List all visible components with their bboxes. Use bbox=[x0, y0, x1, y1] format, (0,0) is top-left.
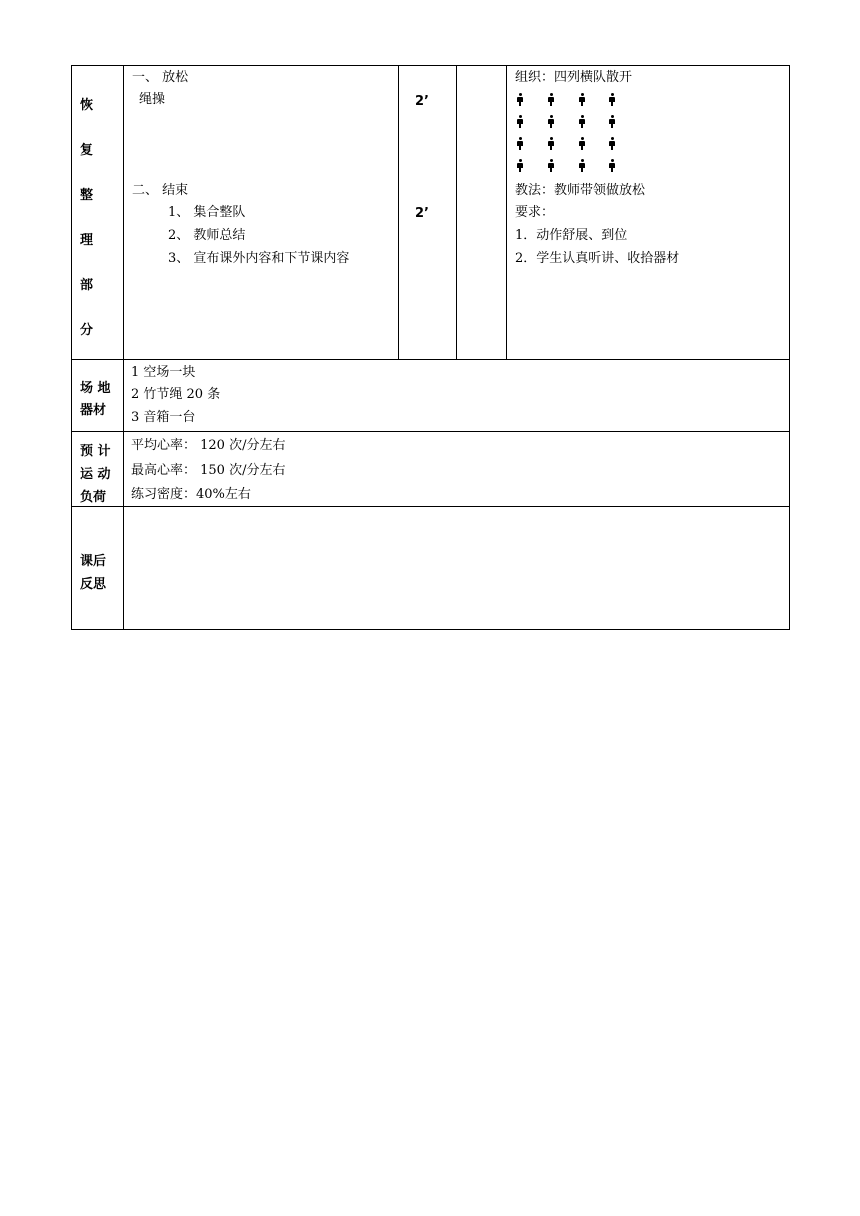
side-char: 恢 bbox=[80, 98, 94, 113]
part2-item: 3、 宣布课外内容和下节课内容 bbox=[168, 251, 350, 266]
venue-label bbox=[72, 360, 124, 432]
venue-label-line2: 器材 bbox=[80, 403, 107, 418]
person-icon bbox=[517, 93, 523, 106]
person-icon bbox=[517, 115, 523, 128]
person-icon bbox=[579, 137, 585, 150]
person-icon bbox=[517, 137, 523, 150]
load-row bbox=[72, 432, 790, 507]
part2-item: 2、 教师总结 bbox=[168, 228, 246, 243]
avg-heart-rate: 平均心率： 120 次/分左右 bbox=[131, 438, 286, 453]
recovery-section-row bbox=[72, 66, 790, 360]
part1-item: 绳操 bbox=[139, 92, 166, 107]
part1-time: 2’ bbox=[415, 94, 429, 109]
person-icon bbox=[579, 159, 585, 172]
part2-title: 二、 结束 bbox=[132, 183, 189, 198]
reflection-content bbox=[124, 507, 790, 630]
max-heart-rate: 最高心率： 150 次/分左右 bbox=[131, 463, 286, 478]
person-icon bbox=[517, 159, 523, 172]
recovery-section-label bbox=[72, 66, 124, 360]
empty-cell bbox=[457, 66, 507, 360]
person-icon bbox=[548, 159, 554, 172]
reflection-label-line1: 课后 bbox=[80, 554, 107, 569]
venue-item: 2 竹节绳 20 条 bbox=[131, 387, 221, 402]
person-icon bbox=[609, 115, 615, 128]
person-icon bbox=[548, 115, 554, 128]
lesson-plan-table bbox=[71, 65, 790, 630]
reflection-label bbox=[72, 507, 124, 630]
person-icon bbox=[548, 137, 554, 150]
person-icon bbox=[579, 93, 585, 106]
time-cell bbox=[399, 66, 457, 360]
person-icon bbox=[579, 115, 585, 128]
part1-title: 一、 放松 bbox=[132, 70, 189, 85]
venue-row bbox=[72, 360, 790, 432]
side-char: 分 bbox=[80, 323, 94, 338]
venue-item: 1 空场一块 bbox=[131, 365, 196, 380]
person-icon bbox=[548, 93, 554, 106]
reflection-label-line2: 反思 bbox=[80, 577, 107, 592]
load-label bbox=[72, 432, 124, 507]
requirement-item: 2．学生认真听讲、收拾器材 bbox=[515, 251, 680, 266]
load-label-line2: 运 动 bbox=[80, 467, 111, 482]
requirement-item: 1．动作舒展、到位 bbox=[515, 228, 628, 243]
reflection-row bbox=[72, 507, 790, 630]
venue-label-line1: 场 地 bbox=[80, 381, 111, 396]
venue-content bbox=[124, 360, 790, 432]
side-char: 部 bbox=[80, 278, 94, 293]
part2-time: 2’ bbox=[415, 206, 429, 221]
side-char: 整 bbox=[80, 188, 94, 203]
organization-cell bbox=[507, 66, 790, 360]
method-text: 教法：教师带领做放松 bbox=[515, 183, 646, 198]
practice-density: 练习密度：40%左右 bbox=[131, 487, 251, 502]
formation-diagram bbox=[517, 93, 637, 177]
org-title: 组织：四列横队散开 bbox=[515, 70, 633, 85]
side-char: 复 bbox=[80, 143, 94, 158]
load-label-line3: 负荷 bbox=[80, 490, 107, 505]
person-icon bbox=[609, 93, 615, 106]
content-cell bbox=[124, 66, 399, 360]
requirements-title: 要求： bbox=[515, 205, 555, 220]
venue-item: 3 音箱一台 bbox=[131, 410, 196, 425]
load-label-line1: 预 计 bbox=[80, 444, 111, 459]
part2-item: 1、 集合整队 bbox=[168, 205, 246, 220]
person-icon bbox=[609, 159, 615, 172]
side-char: 理 bbox=[80, 233, 94, 248]
person-icon bbox=[609, 137, 615, 150]
load-content bbox=[124, 432, 790, 507]
